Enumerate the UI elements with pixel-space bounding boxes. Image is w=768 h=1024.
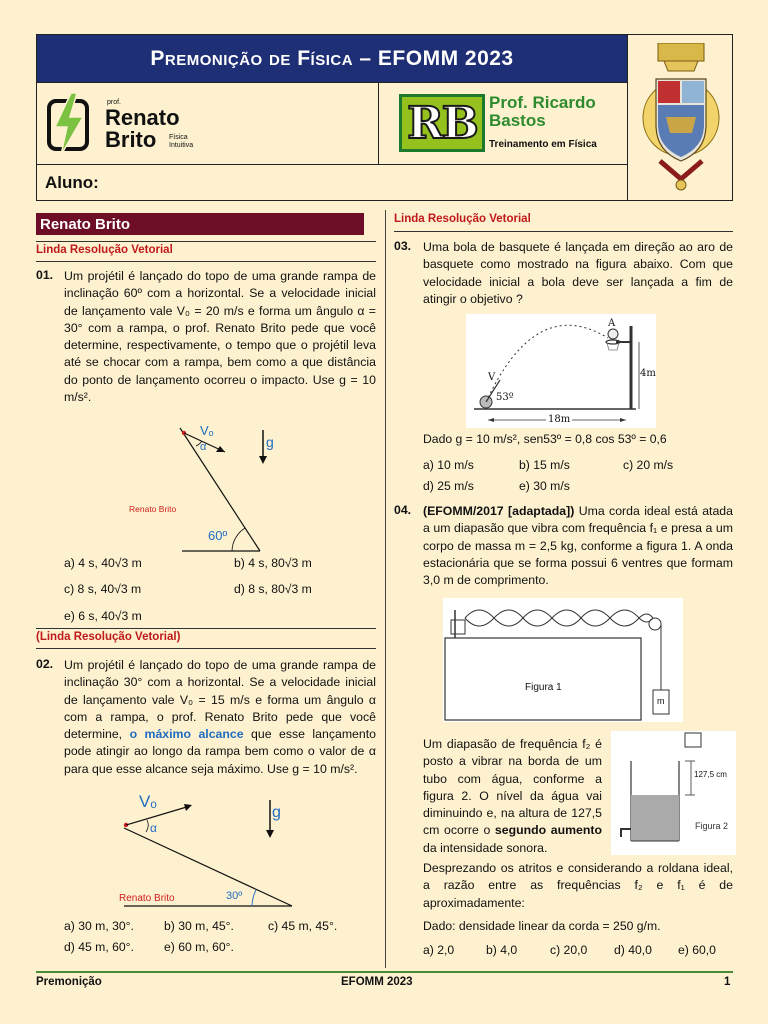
q1-number: 01.: [36, 268, 54, 282]
rule: [36, 628, 376, 629]
q4-tube-figure: [611, 731, 736, 855]
logo2-line2: Bastos: [489, 111, 546, 130]
aluno-label: Aluno:: [45, 172, 99, 192]
q1-fig-alpha: α: [200, 441, 207, 453]
q3-text: Uma bola de basquete é lançada em direção ao aro de basquete como mostrado na figura abaixo. Com que velocidade inicial a bola deve ser lançada a fim de atingir o objetivo ?: [423, 240, 733, 306]
q1-fig-v0: Vₒ: [200, 423, 214, 438]
logo-tag1: Física: [169, 134, 188, 141]
logo-renato-brito: [37, 82, 379, 164]
q1-option-a[interactable]: a) 4 s, 40√3 m: [64, 556, 142, 570]
q4-text3: Desprezando os atritos e considerando a roldana ideal, a razão entre as frequências f₂ e f₁ é de aproximadamente:: [423, 861, 733, 910]
q4-fig2-height: 127,5 cm: [694, 770, 727, 779]
q4-number: 04.: [394, 503, 412, 517]
aluno-field[interactable]: [37, 164, 627, 200]
footer-left: Premonição: [36, 976, 102, 988]
rb-monogram-badge: [399, 94, 485, 152]
section-title: Renato Brito: [40, 215, 130, 233]
q4-fig1-label: Figura 1: [525, 682, 562, 693]
rule: [36, 261, 376, 262]
q2-fig-angle: 30º: [226, 890, 243, 902]
q4-body: Uma corda ideal está atada a um diapasão que vibra com frequência f₁ e presa a um corpo de massa m = 2,5 kg, conforme a figura 1. A onda estacionária que se forma possui 6 ventres que formam 3,0 m de comprimento.: [423, 504, 733, 588]
header-box: [36, 34, 733, 201]
rb-monogram: RB: [407, 97, 477, 149]
logo2-line1: Prof. Ricardo: [489, 93, 596, 112]
page-title: [37, 35, 627, 82]
q4-fig2-label: Figura 2: [695, 821, 729, 831]
q1-option-b[interactable]: b) 4 s, 80√3 m: [234, 556, 312, 570]
q2-subheading: (Linda Resolução Vetorial): [36, 631, 181, 643]
q4-option-a[interactable]: a) 2,0: [423, 943, 455, 957]
q2-fig-v0: Vₒ: [139, 792, 157, 811]
q4-option-c[interactable]: c) 20,0: [550, 943, 588, 957]
page-number: 1: [724, 976, 731, 988]
q2-fig-credit: Renato Brito: [119, 893, 175, 904]
q2-fig-alpha: α: [150, 821, 157, 835]
q2-option-d[interactable]: d) 45 m, 60°.: [64, 940, 134, 954]
title-text: Premonição de Física – EFOMM 2023: [150, 46, 514, 70]
q4-option-e[interactable]: e) 60,0: [678, 943, 716, 957]
rule: [36, 648, 376, 649]
q3-figure: [466, 314, 656, 428]
column-divider: [385, 210, 386, 968]
crest-cell: [627, 35, 732, 200]
q4-figure2: [611, 731, 736, 855]
q2-option-c[interactable]: c) 45 m, 45°.: [268, 919, 338, 933]
q1-fig-g: g: [266, 434, 274, 450]
q2-option-a[interactable]: a) 30 m, 30°.: [64, 919, 134, 933]
q3-given: Dado g = 10 m/s², sen53º = 0,8 cos 53º = 0,6: [423, 432, 667, 446]
q3-fig-v: V: [488, 372, 496, 383]
q3-fig-height: 4m: [640, 368, 656, 379]
rule: [36, 241, 376, 242]
logo-line1: Renato: [105, 105, 180, 130]
logo-tag2: Intuitiva: [169, 142, 194, 149]
q4-fig1-mass: m: [657, 696, 665, 706]
q4-figure1: [443, 598, 683, 722]
q2-number: 02.: [36, 657, 54, 671]
q3-option-c[interactable]: c) 20 m/s: [623, 458, 674, 472]
q3-option-d[interactable]: d) 25 m/s: [423, 479, 474, 493]
q3-basketball-figure: [466, 314, 656, 428]
q4-text: [423, 503, 733, 589]
q1-fig-angle: 60º: [208, 528, 228, 543]
q4-option-d[interactable]: d) 40,0: [614, 943, 652, 957]
q4-source: (EFOMM/2017 [adaptada]): [423, 504, 575, 518]
q1-subheading: Linda Resolução Vetorial: [36, 244, 173, 256]
q4-string-figure: [443, 598, 683, 722]
q2-option-b[interactable]: b) 30 m, 45°.: [164, 919, 234, 933]
rule: [394, 231, 733, 232]
q3-option-b[interactable]: b) 15 m/s: [519, 458, 570, 472]
q4-text2-c: da intensidade sonora.: [423, 840, 548, 855]
q3-fig-a: A: [608, 318, 616, 329]
logo-line2: Brito: [105, 127, 157, 152]
q4-text2: [423, 736, 602, 857]
efomm-crest-icon: [636, 43, 726, 193]
q2-fig-g: g: [272, 804, 281, 821]
q3-subheading: Linda Resolução Vetorial: [394, 213, 531, 225]
q2-text-a: Um projétil é lançado do topo de uma grande rampa de inclinação 30° com a horizontal. Se a velocidade inicial de lançamento vale V₀ = 15 m/s e forma um ângulo α com a rampa, o prof. Renato Brito pede que você determine,: [64, 658, 376, 742]
q3-option-e[interactable]: e) 30 m/s: [519, 479, 570, 493]
q4-text2-bold: segundo aumento: [494, 823, 602, 838]
q3-fig-angle: 53º: [496, 392, 514, 403]
q4-option-b[interactable]: b) 4,0: [486, 943, 518, 957]
q2-option-e[interactable]: e) 60 m, 60°.: [164, 940, 234, 954]
q1-option-e[interactable]: e) 6 s, 40√3 m: [64, 609, 142, 623]
section-header: [36, 213, 364, 235]
q1-fig-credit: Renato Brito: [129, 504, 177, 514]
q1-option-c[interactable]: c) 8 s, 40√3 m: [64, 582, 142, 596]
q3-option-a[interactable]: a) 10 m/s: [423, 458, 474, 472]
q1-text: Um projétil é lançado do topo de uma grande rampa de inclinação 60º com a horizontal. Se a velocidade inicial de lançamento vale V₀ = 20 m/s e forma um ângulo α = 30° com a rampa, o prof. Renato Brito pede que você determine, respectivamente, o tempo que o projétil leva até se chocar com a rampa, bem como a que distância do ponto de lançamento ocorreu o impacto. Use g = 10 m/s².: [64, 269, 376, 405]
logo-prefix: prof.: [107, 99, 122, 106]
logo2-tagline: Treinamento em Física: [489, 139, 597, 150]
q3-fig-dist: 18m: [548, 414, 571, 425]
q2-text: [64, 657, 376, 778]
q3-number: 03.: [394, 239, 412, 253]
lightning-logo-icon: [47, 91, 91, 157]
q1-option-d[interactable]: d) 8 s, 80√3 m: [234, 582, 312, 596]
footer-rule: [36, 971, 733, 973]
q4-text2-a: Um diapasão de frequência f₂ é posto a vibrar na borda de um tubo com água, conforme a figura 2. O nível da água vai diminuindo e, na altura de 127,5 cm ocorre o: [423, 737, 602, 838]
q2-text-c: que esse lançamento pode atingir ao longo da rampa bem como o valor de α para que esse alcance seja máximo. Use g = 10 m/s².: [64, 727, 376, 776]
q4-given: Dado: densidade linear da corda = 250 g/m.: [423, 919, 661, 933]
q2-text-highlight: o máximo alcance: [129, 727, 244, 742]
footer-center: EFOMM 2023: [341, 976, 413, 988]
logo-ricardo-bastos: [379, 82, 627, 164]
